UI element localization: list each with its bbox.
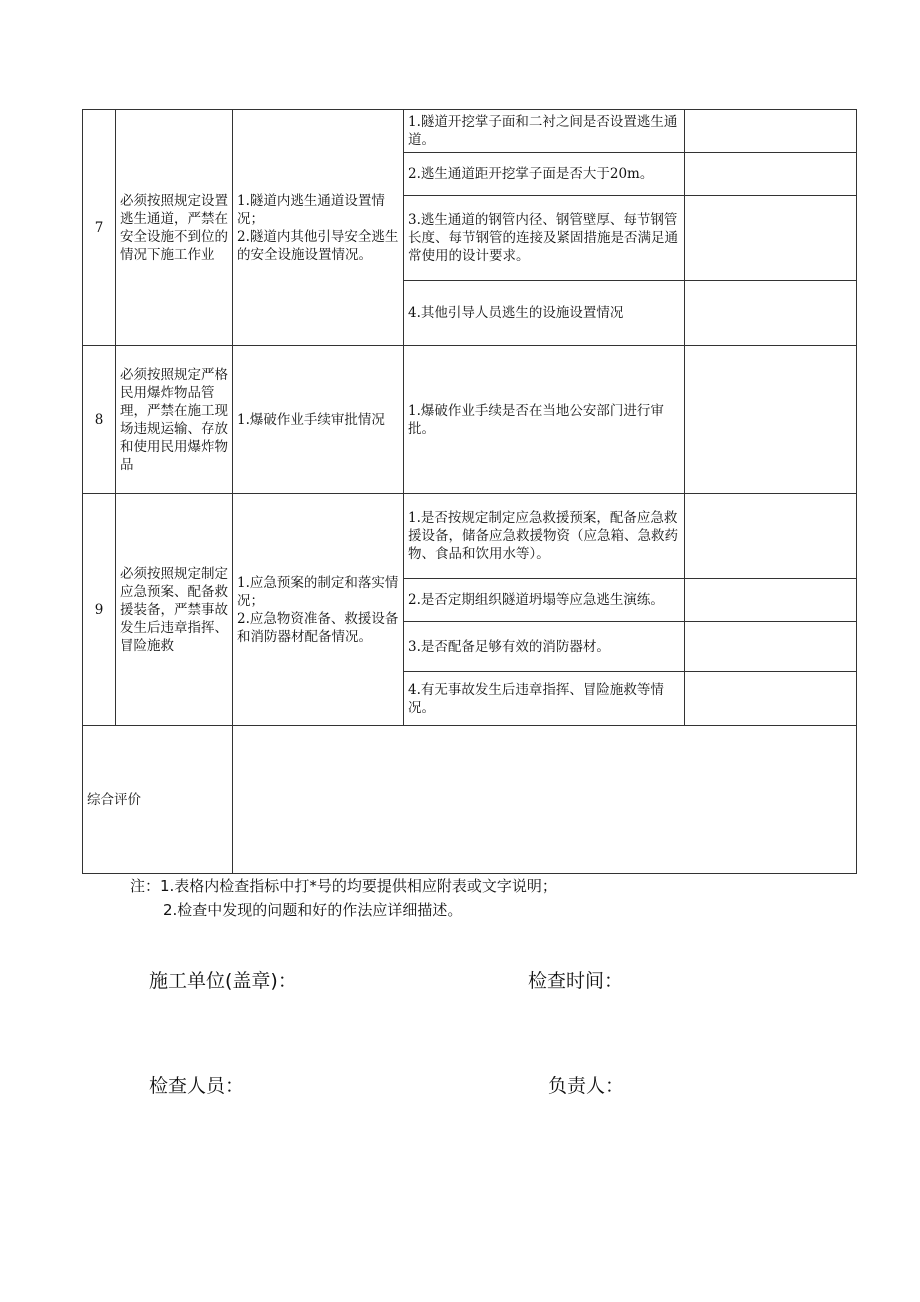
table-row (83, 494, 857, 579)
row-number: 8 (83, 346, 116, 494)
check-item: 3.是否配备足够有效的消防器材。 (404, 622, 685, 672)
inspector-label: 检查人员： (149, 1075, 245, 1097)
check-item: 1.是否按规定制定应急救援预案，配备应急救援设备，储备应急救援物资（应急箱、急救药物、食品和饮用水等）。 (404, 494, 685, 579)
result-cell[interactable] (685, 494, 857, 579)
table-row (83, 346, 857, 494)
result-cell[interactable] (685, 672, 857, 726)
requirement-cell: 必须按照规定设置逃生通道，严禁在安全设施不到位的情况下施工作业 (116, 110, 233, 346)
requirement-cell: 必须按照规定制定应急预案、配备救援装备，严禁事故发生后违章指挥、冒险施救 (116, 494, 233, 726)
check-item: 2.是否定期组织隧道坍塌等应急逃生演练。 (404, 579, 685, 622)
result-cell[interactable] (685, 110, 857, 153)
inspection-time-label: 检查时间： (528, 970, 624, 992)
check-item: 4.有无事故发生后违章指挥、冒险施救等情况。 (404, 672, 685, 726)
note-1: 注：1.表格内检查指标中打*号的均要提供相应附表或文字说明； (130, 877, 557, 895)
check-item: 2.逃生通道距开挖掌子面是否大于20m。 (404, 153, 685, 196)
construction-unit-label: 施工单位(盖章)： (149, 970, 297, 992)
overall-evaluation-row (83, 726, 857, 874)
note-2: 2.检查中发现的问题和好的作法应详细描述。 (163, 901, 463, 919)
table-row (83, 110, 857, 153)
row-number: 7 (83, 110, 116, 346)
result-cell[interactable] (685, 153, 857, 196)
overall-evaluation-label: 综合评价 (83, 726, 233, 874)
result-cell[interactable] (685, 622, 857, 672)
result-cell[interactable] (685, 346, 857, 494)
row-number: 9 (83, 494, 116, 726)
content-cell: 1.应急预案的制定和落实情况； 2.应急物资准备、救援设备和消防器材配备情况。 (233, 494, 404, 726)
notes (130, 874, 557, 922)
check-item: 1.隧道开挖掌子面和二衬之间是否设置逃生通道。 (404, 110, 685, 153)
overall-evaluation-field[interactable] (233, 726, 857, 874)
result-cell[interactable] (685, 281, 857, 346)
content-cell: 1.爆破作业手续审批情况 (233, 346, 404, 494)
result-cell[interactable] (685, 196, 857, 281)
inspection-table (82, 109, 857, 874)
check-item: 1.爆破作业手续是否在当地公安部门进行审批。 (404, 346, 685, 494)
requirement-cell: 必须按照规定严格民用爆炸物品管理，严禁在施工现场违规运输、存放和使用民用爆炸物品 (116, 346, 233, 494)
check-item: 3.逃生通道的钢管内径、钢管壁厚、每节钢管长度、每节钢管的连接及紧固措施是否满足通常使用的设计要求。 (404, 196, 685, 281)
check-item: 4.其他引导人员逃生的设施设置情况 (404, 281, 685, 346)
result-cell[interactable] (685, 579, 857, 622)
content-cell: 1.隧道内逃生通道设置情况； 2.隧道内其他引导安全逃生的安全设施设置情况。 (233, 110, 404, 346)
responsible-person-label: 负责人： (548, 1075, 625, 1097)
